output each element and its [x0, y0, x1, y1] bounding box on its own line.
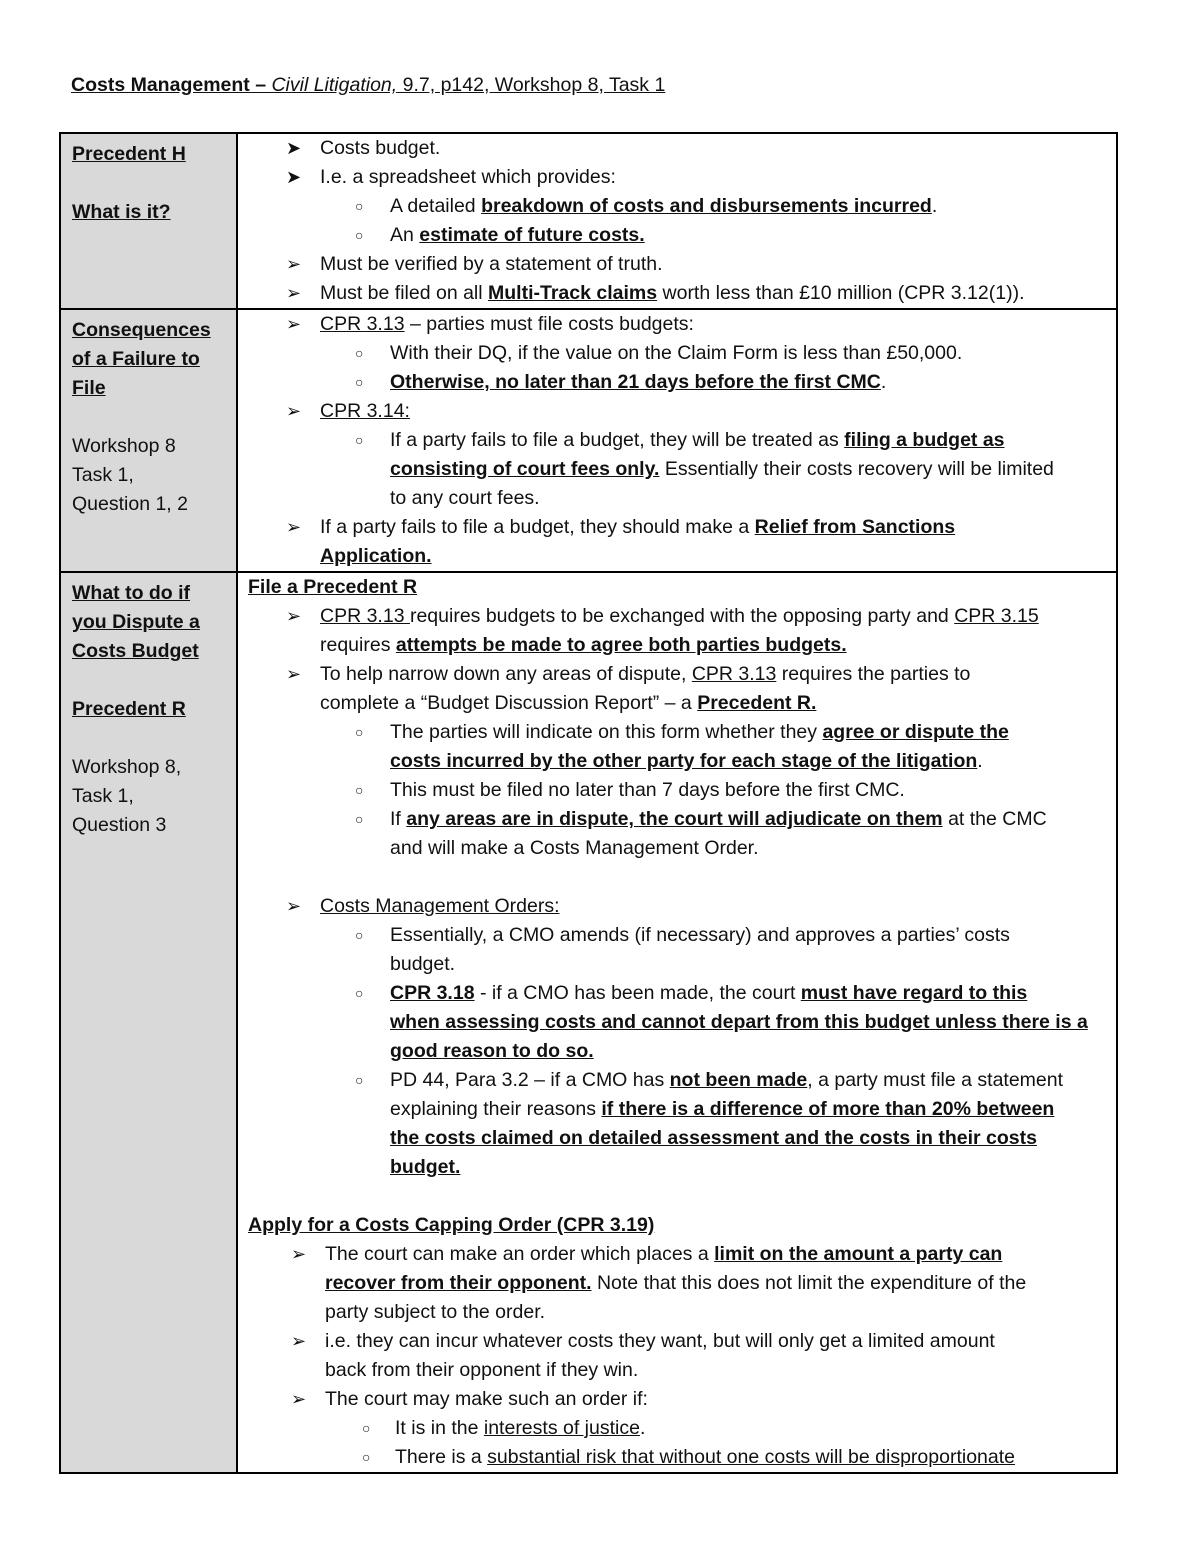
list-item-continued: to any court fees.: [390, 487, 540, 509]
list-item-continued: party subject to the order.: [325, 1301, 546, 1323]
circle-bullet-icon: ○: [355, 811, 364, 827]
circle-bullet-icon: ○: [355, 985, 364, 1001]
arrow-bullet-icon: ➢: [291, 1389, 307, 1409]
list-item-continued: when assessing costs and cannot depart from this budget unless there is a: [390, 1011, 1088, 1033]
row-label-cell: [60, 133, 237, 309]
list-item: ➢ The court can make an order which places a limit on the amount a party can: [238, 1240, 1116, 1269]
row-label: Costs Budget: [72, 640, 199, 662]
list-item: ➤ Costs budget.: [238, 134, 1116, 163]
list-item-continued: complete a “Budget Discussion Report” – a Precedent R.: [320, 692, 817, 714]
list-item-continued: the costs claimed on detailed assessment and the costs in their costs: [390, 1127, 1037, 1149]
arrow-bullet-icon: ➢: [291, 1331, 307, 1351]
title-rest: 9.7, p142, Workshop 8, Task 1: [397, 74, 666, 96]
circle-bullet-icon: ○: [355, 927, 364, 943]
row-label: What is it?: [72, 201, 171, 223]
list-item: ○ This must be filed no later than 7 days before the first CMC.: [238, 776, 1116, 805]
list-item: ○ A detailed breakdown of costs and disbursements incurred.: [238, 192, 1116, 221]
arrow-bullet-icon: ➢: [286, 517, 302, 537]
circle-bullet-icon: ○: [355, 227, 364, 243]
list-item: ➢ If a party fails to file a budget, they should make a Relief from Sanctions: [238, 513, 1116, 542]
list-item: ○ PD 44, Para 3.2 – if a CMO has not been made, a party must file a statement: [238, 1066, 1116, 1095]
list-item: ○ Essentially, a CMO amends (if necessary) and approves a parties’ costs: [238, 921, 1116, 950]
list-item-continued: requires attempts be made to agree both parties budgets.: [320, 634, 847, 656]
circle-bullet-icon: ○: [362, 1449, 371, 1465]
circle-bullet-icon: ○: [355, 198, 364, 214]
list-item: ○ It is in the interests of justice.: [238, 1414, 1116, 1443]
row-label: you Dispute a: [72, 611, 200, 633]
list-item-continued: consisting of court fees only. Essentially their costs recovery will be limited: [390, 458, 1054, 480]
list-item: ➢ CPR 3.13 – parties must file costs budgets:: [238, 310, 1116, 339]
list-item: ○ An estimate of future costs.: [238, 221, 1116, 250]
title-italic: Civil Litigation,: [271, 74, 398, 96]
section-heading: File a Precedent R: [248, 576, 418, 598]
list-item: ○ With their DQ, if the value on the Claim Form is less than £50,000.: [238, 339, 1116, 368]
list-item: ○ Otherwise, no later than 21 days before the first CMC.: [238, 368, 1116, 397]
list-item: ○ If any areas are in dispute, the court will adjudicate on them at the CMC: [238, 805, 1116, 834]
arrow-bullet-icon: ➢: [286, 606, 302, 626]
list-item-continued: recover from their opponent. Note that this does not limit the expenditure of the: [325, 1272, 1027, 1294]
arrow-bullet-icon: ➢: [286, 283, 302, 303]
page-title: [71, 74, 665, 97]
table-row: [60, 572, 1117, 1473]
list-item: ➢ The court may make such an order if:: [238, 1385, 1116, 1414]
arrow-bullet-icon: ➤: [286, 138, 302, 158]
row-side-note: Task 1,: [72, 785, 134, 807]
list-item: ➢ Must be verified by a statement of truth.: [238, 250, 1116, 279]
row-label: Precedent R: [72, 698, 186, 720]
circle-bullet-icon: ○: [355, 345, 364, 361]
arrow-bullet-icon: ➤: [286, 167, 302, 187]
notes-table: [59, 132, 1118, 1474]
table-row: [60, 133, 1117, 309]
row-side-note: Question 1, 2: [72, 493, 188, 515]
list-item: ○ CPR 3.18 - if a CMO has been made, the court must have regard to this: [238, 979, 1116, 1008]
arrow-bullet-icon: ➢: [286, 401, 302, 421]
circle-bullet-icon: ○: [355, 432, 364, 448]
list-item: ➢ Costs Management Orders:: [238, 892, 1116, 921]
row-label: What to do if: [72, 582, 191, 604]
arrow-bullet-icon: ➢: [291, 1244, 307, 1264]
list-item-continued: explaining their reasons if there is a difference of more than 20% between: [390, 1098, 1055, 1120]
arrow-bullet-icon: ➢: [286, 896, 302, 916]
row-content-cell: [237, 309, 1117, 572]
list-item: ○ If a party fails to file a budget, they will be treated as filing a budget as: [238, 426, 1116, 455]
row-label: File: [72, 377, 106, 399]
row-label: of a Failure to: [72, 348, 200, 370]
list-item-continued: Application.: [320, 545, 432, 567]
list-item: ➢ To help narrow down any areas of dispute, CPR 3.13 requires the parties to: [238, 660, 1116, 689]
list-item-continued: back from their opponent if they win.: [325, 1359, 639, 1381]
row-label-cell: [60, 572, 237, 1473]
title-bold: Costs Management –: [71, 74, 272, 96]
row-label: Consequences: [72, 319, 211, 341]
list-item: ○ The parties will indicate on this form whether they agree or dispute the: [238, 718, 1116, 747]
row-label-cell: [60, 309, 237, 572]
arrow-bullet-icon: ➢: [286, 254, 302, 274]
list-item-continued: budget.: [390, 1156, 461, 1178]
row-label: Precedent H: [72, 143, 186, 165]
row-side-note: Workshop 8: [72, 435, 176, 457]
list-item-continued: good reason to do so.: [390, 1040, 594, 1062]
row-side-note: Task 1,: [72, 464, 134, 486]
list-item: ○ There is a substantial risk that without one costs will be disproportionate: [238, 1443, 1116, 1472]
list-item: ➢ i.e. they can incur whatever costs they want, but will only get a limited amount: [238, 1327, 1116, 1356]
circle-bullet-icon: ○: [355, 724, 364, 740]
section-heading: Apply for a Costs Capping Order (CPR 3.19): [248, 1214, 655, 1236]
row-content-cell: [237, 133, 1117, 309]
list-item: ➢ CPR 3.14:: [238, 397, 1116, 426]
row-content-cell: [237, 572, 1117, 1473]
list-item: ➢ Must be filed on all Multi-Track claims worth less than £10 million (CPR 3.12(1)).: [238, 279, 1116, 308]
list-item: ➢ CPR 3.13 requires budgets to be exchanged with the opposing party and CPR 3.15: [238, 602, 1116, 631]
list-item-continued: costs incurred by the other party for each stage of the litigation.: [390, 750, 983, 772]
arrow-bullet-icon: ➢: [286, 664, 302, 684]
row-side-note: Question 3: [72, 814, 167, 836]
table-row: [60, 309, 1117, 572]
list-item-continued: and will make a Costs Management Order.: [390, 837, 759, 859]
circle-bullet-icon: ○: [355, 782, 364, 798]
circle-bullet-icon: ○: [355, 1072, 364, 1088]
row-side-note: Workshop 8,: [72, 756, 182, 778]
arrow-bullet-icon: ➢: [286, 314, 302, 334]
circle-bullet-icon: ○: [355, 374, 364, 390]
circle-bullet-icon: ○: [362, 1420, 371, 1436]
list-item: ➤ I.e. a spreadsheet which provides:: [238, 163, 1116, 192]
list-item-continued: budget.: [390, 953, 456, 975]
